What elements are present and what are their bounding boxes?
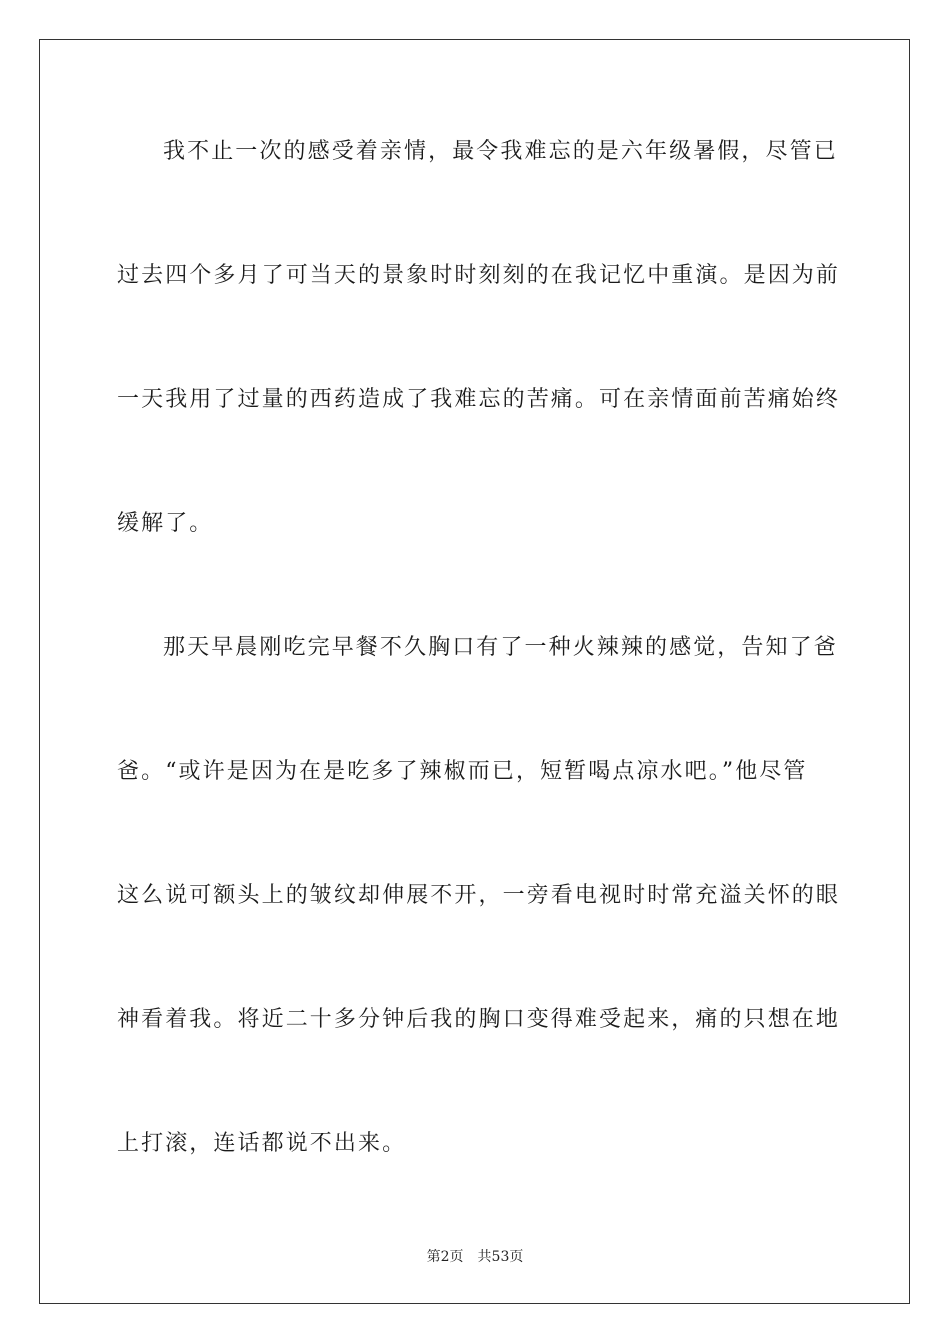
paragraph-2-line-1: 那天早晨刚吃完早餐不久胸口有了一种火辣辣的感觉，告知了爸 xyxy=(163,635,838,660)
page-total: 共53页 xyxy=(477,1249,524,1265)
paragraph-1-line-4: 缓解了。 xyxy=(117,511,214,536)
page-number: 第2页 xyxy=(426,1249,464,1265)
page-footer xyxy=(0,1246,950,1266)
paragraph-2-line-2: 爸。“或许是因为在是吃多了辣椒而已，短暂喝点凉水吧。”他尽管 xyxy=(117,759,808,784)
paragraph-1-line-2: 过去四个多月了可当天的景象时时刻刻的在我记忆中重演。是因为前 xyxy=(117,263,841,288)
paragraph-2-line-4: 神看着我。将近二十多分钟后我的胸口变得难受起来，痛的只想在地 xyxy=(117,1007,841,1032)
paragraph-2-line-3: 这么说可额头上的皱纹却伸展不开，一旁看电视时时常充溢关怀的眼 xyxy=(117,883,841,908)
paragraph-1-line-3: 一天我用了过量的西药造成了我难忘的苦痛。可在亲情面前苦痛始终 xyxy=(117,387,841,412)
paragraph-1-line-1: 我不止一次的感受着亲情，最令我难忘的是六年级暑假，尽管已 xyxy=(163,139,838,164)
page-border xyxy=(39,39,910,1304)
paragraph-2-line-5: 上打滚，连话都说不出来。 xyxy=(117,1131,407,1156)
